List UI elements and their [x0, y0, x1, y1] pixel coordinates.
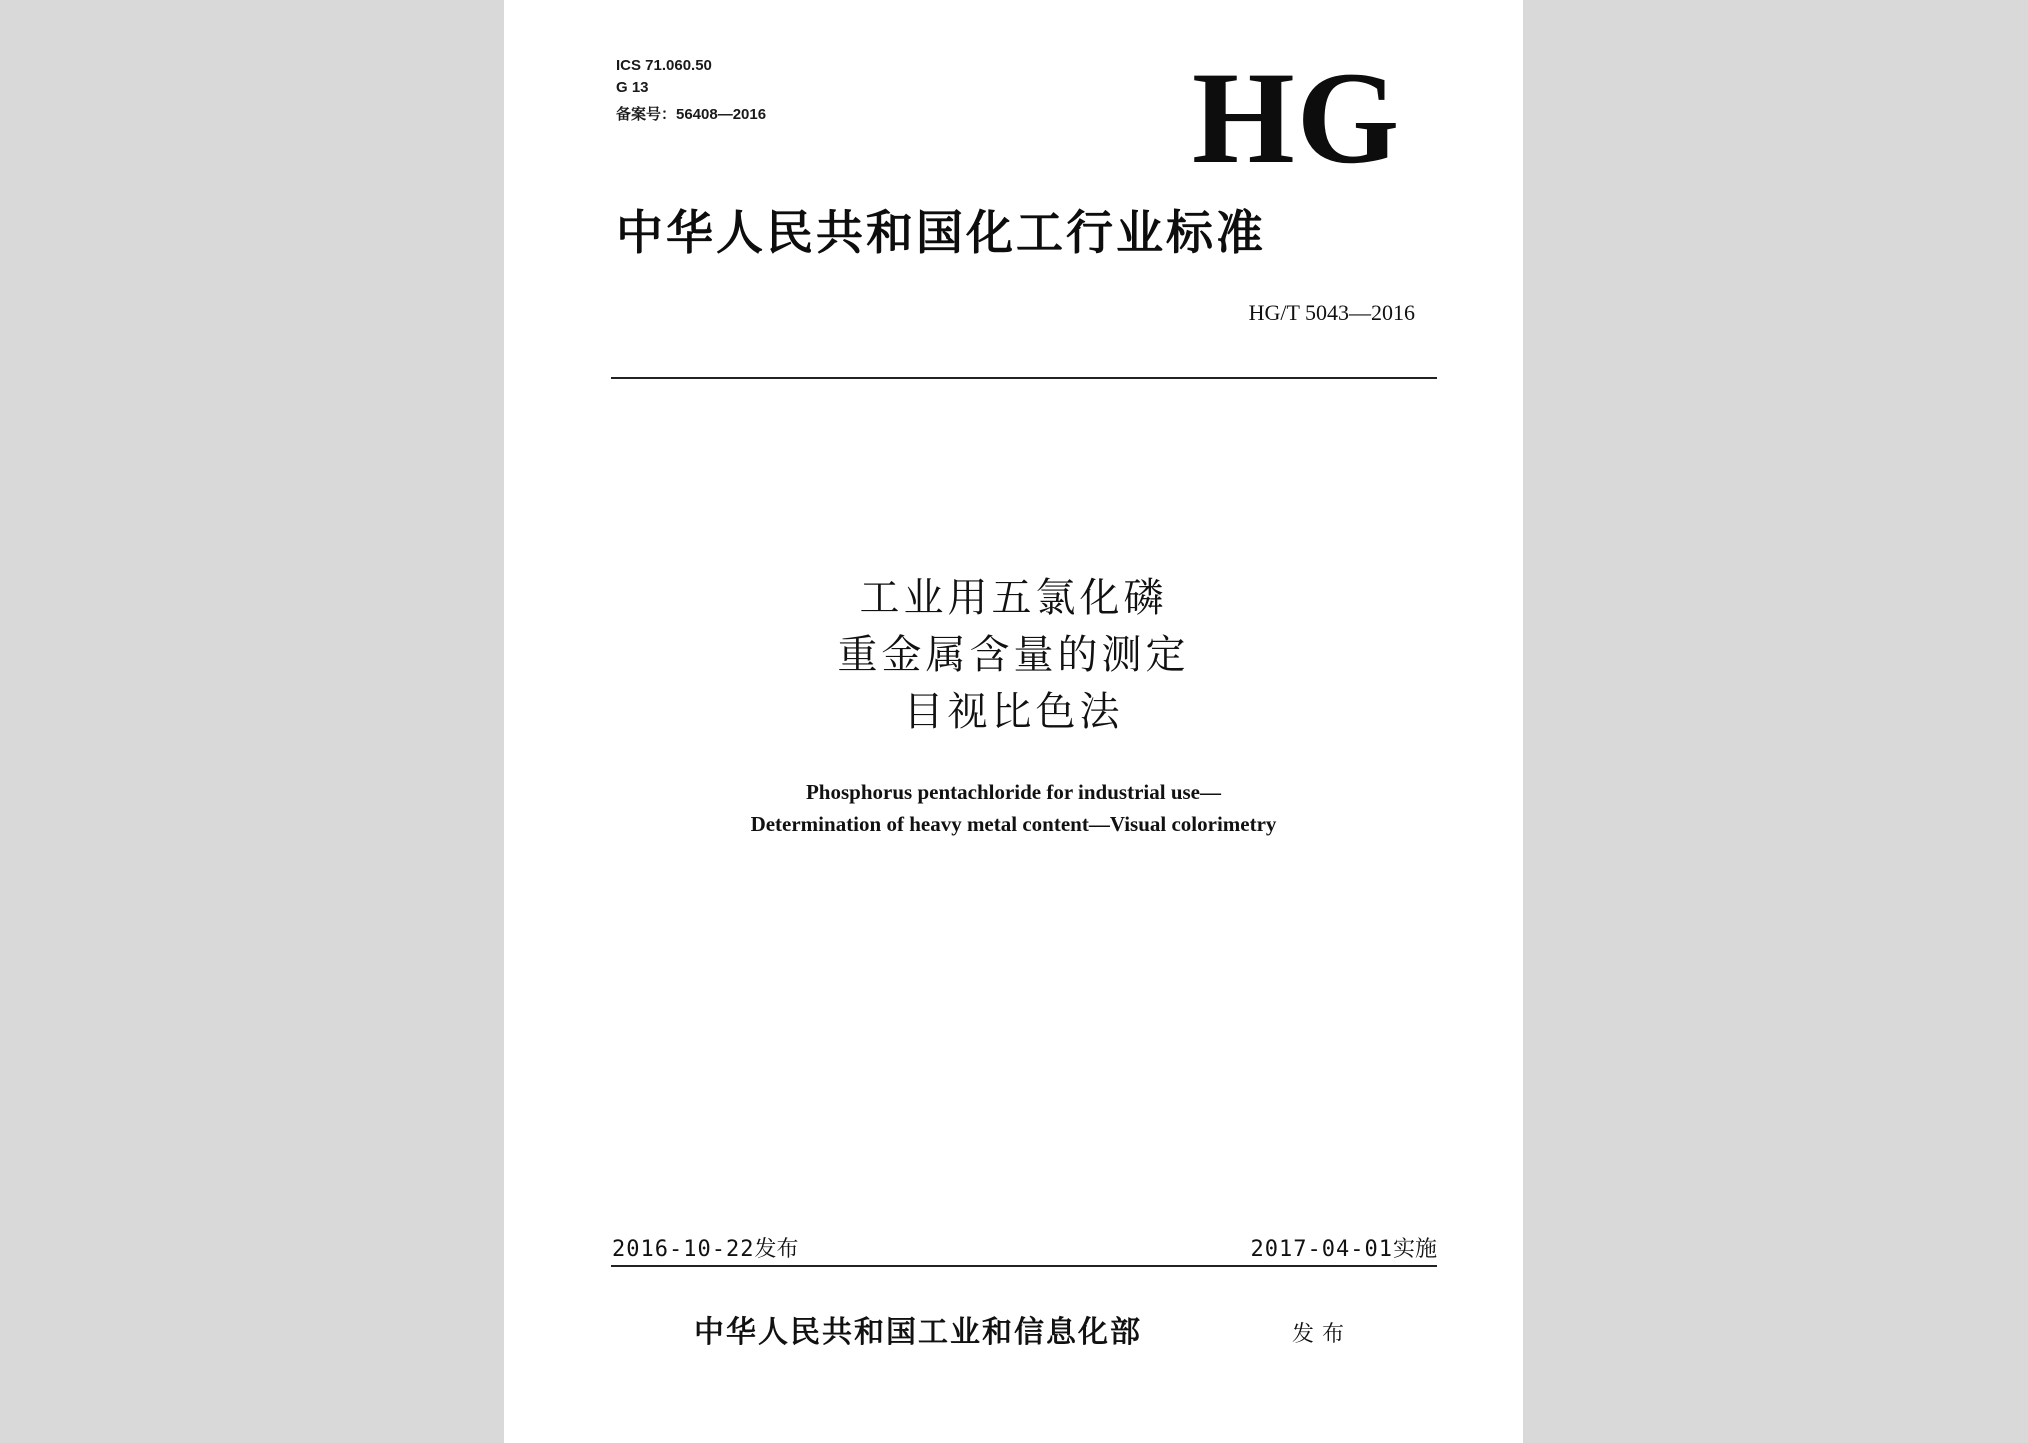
standard-header: 中华人民共和国化工行业标准	[616, 206, 1266, 261]
header-divider	[611, 377, 1437, 379]
issue-date	[612, 1236, 798, 1264]
title-chinese	[504, 570, 1523, 741]
document-page	[504, 0, 1523, 1443]
implementation-date-label: 实施	[1392, 1237, 1437, 1262]
classification-code: G 13	[616, 79, 649, 96]
title-cn-line-2: 重金属含量的测定	[837, 632, 1190, 678]
issue-date-label: 发布	[754, 1237, 799, 1262]
hg-logo: HG	[1192, 44, 1402, 191]
record-number: 备案号：56408—2016	[616, 106, 767, 123]
title-en-line-2: Determination of heavy metal content—Visual colorimetry	[750, 812, 1277, 836]
title-english	[504, 776, 1523, 840]
footer-divider	[611, 1265, 1437, 1267]
title-cn-line-3: 目视比色法	[903, 689, 1124, 735]
title-en-line-1: Phosphorus pentachloride for industrial use—	[805, 780, 1221, 804]
implementation-date	[1251, 1236, 1437, 1264]
publisher: 中华人民共和国工业和信息化部	[694, 1315, 1142, 1350]
issue-date-value: 2016-10-22	[612, 1237, 755, 1262]
implementation-date-value: 2017-04-01	[1250, 1237, 1393, 1262]
ics-code: ICS 71.060.50	[616, 57, 712, 74]
publish-label: 发布	[1292, 1322, 1353, 1347]
standard-number: HG/T 5043—2016	[1248, 300, 1415, 325]
title-cn-line-1: 工业用五氯化磷	[859, 575, 1168, 621]
